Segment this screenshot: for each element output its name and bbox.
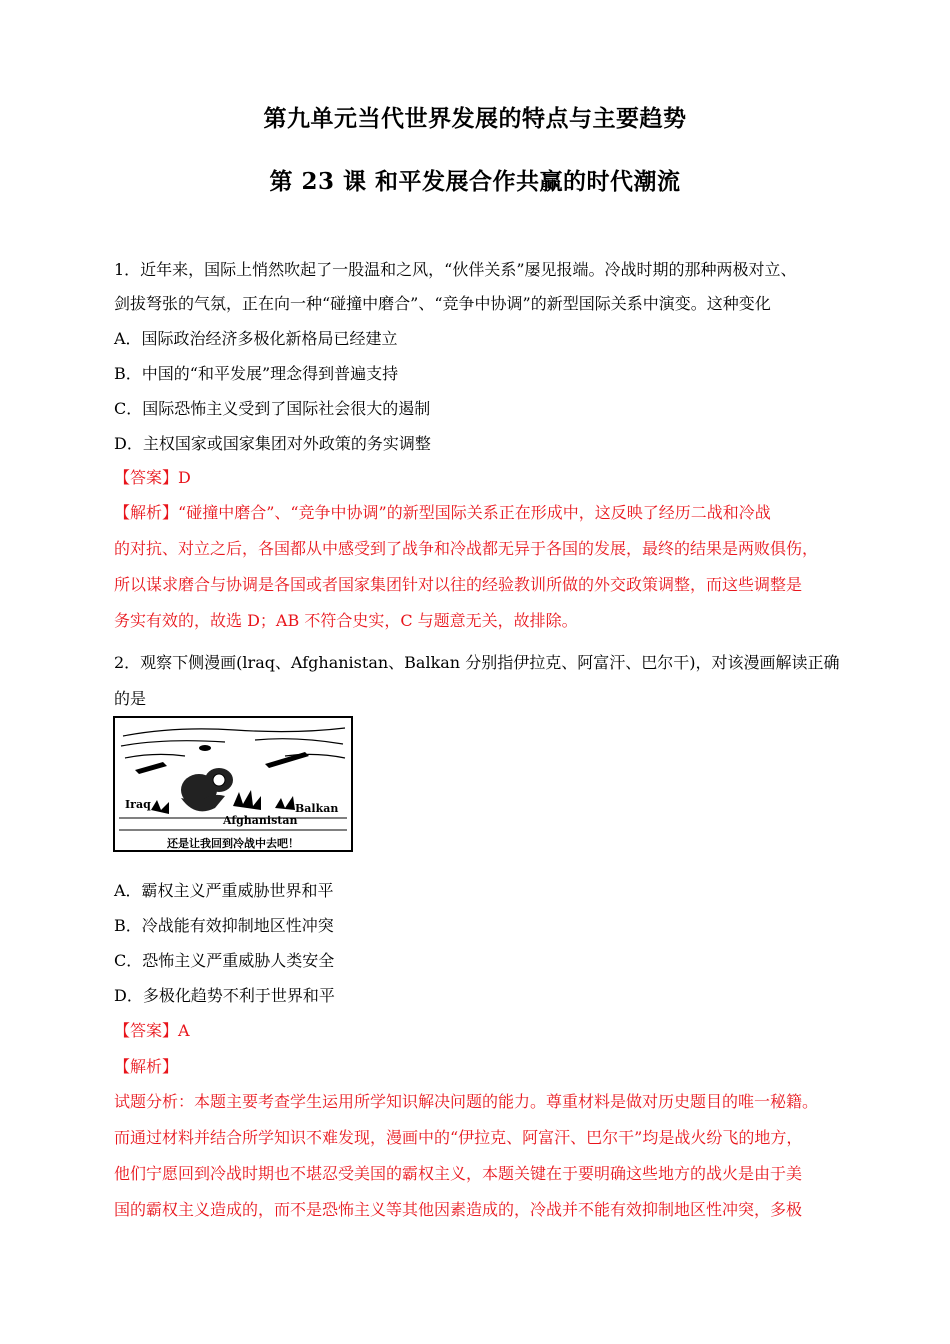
q1-analysis-line3: 所以谋求磨合与协调是各国或者国家集团针对以往的经验教训所做的外交政策调整，而这些调整是 bbox=[114, 575, 803, 594]
q2-analysis-line4: 国的霸权主义造成的，而不是恐怖主义等其他因素造成的，冷战并不能有效抑制地区性冲突，多极 bbox=[114, 1200, 803, 1219]
q1-stem-line2: 剑拔弩张的气氛，正在向一种“碰撞中磨合”、“竞争中协调”的新型国际关系中演变。这种变化 bbox=[114, 294, 771, 313]
q1-option-a: A．国际政治经济多极化新格局已经建立 bbox=[114, 329, 398, 348]
q2-stem-line2: 的是 bbox=[114, 689, 147, 708]
cartoon-label-afghanistan: Afghanistan bbox=[223, 814, 298, 827]
cartoon-drawing bbox=[115, 718, 351, 850]
q2-analysis-line1: 试题分析：本题主要考查学生运用所学知识解决问题的能力。尊重材料是做对历史题目的唯一秘籍。 bbox=[114, 1092, 819, 1111]
q2-stem-line1: 2．观察下侧漫画(lraq、Afghanistan、Balkan 分别指伊拉克、阿富汗、巴尔干)，对该漫画解读正确 bbox=[114, 653, 840, 672]
cartoon-caption: 还是让我回到冷战中去吧！ bbox=[167, 837, 299, 850]
q2-answer: 【答案】A bbox=[114, 1021, 190, 1040]
q1-analysis-label: 【解析】 bbox=[114, 503, 179, 522]
q1-analysis-line2: 的对抗、对立之后，各国都从中感受到了战争和冷战都无异于各国的发展，最终的结果是两败俱伤， bbox=[114, 539, 819, 558]
q2-analysis-line3: 他们宁愿回到冷战时期也不堪忍受美国的霸权主义，本题关键在于要明确这些地方的战火是由于美 bbox=[114, 1164, 803, 1183]
q1-analysis-text: “碰撞中磨合”、“竞争中协调”的新型国际关系正在形成中，这反映了经历二战和冷战 bbox=[178, 503, 771, 522]
unit-title: 第九单元当代世界发展的特点与主要趋势 bbox=[263, 105, 687, 132]
q1-stem-line1: 1．近年来，国际上悄然吹起了一股温和之风，“伙伴关系”屡见报端。冷战时期的那种两极对立、 bbox=[114, 260, 797, 279]
q1-answer: 【答案】D bbox=[114, 468, 191, 487]
q1-option-c: C．国际恐怖主义受到了国际社会很大的遏制 bbox=[114, 399, 431, 418]
q1-analysis-line4: 务实有效的，故选 D；AB 不符合史实，C 与题意无关，故排除。 bbox=[114, 611, 578, 630]
q1-option-d: D．主权国家或国家集团对外政策的务实调整 bbox=[114, 434, 431, 453]
lesson-title: 第 23 课 和平发展合作共赢的时代潮流 bbox=[269, 168, 681, 195]
q1-analysis-line1 bbox=[114, 500, 771, 523]
q2-analysis-line2: 而通过材料并结合所学知识不难发现，漫画中的“伊拉克、阿富汗、巴尔干”均是战火纷飞的地方， bbox=[114, 1128, 803, 1147]
q2-option-c: C．恐怖主义严重威胁人类安全 bbox=[114, 951, 335, 970]
q2-analysis-label: 【解析】 bbox=[114, 1057, 179, 1076]
q2-option-b: B．冷战能有效抑制地区性冲突 bbox=[114, 916, 334, 935]
cartoon-label-balkan: Balkan bbox=[295, 802, 339, 815]
q2-option-d: D．多极化趋势不利于世界和平 bbox=[114, 986, 335, 1005]
q1-option-b: B．中国的“和平发展”理念得到普遍支持 bbox=[114, 364, 399, 383]
cold-war-cartoon bbox=[113, 716, 353, 852]
cartoon-label-iraq: Iraq bbox=[125, 798, 151, 811]
q2-option-a: A．霸权主义严重威胁世界和平 bbox=[114, 881, 334, 900]
